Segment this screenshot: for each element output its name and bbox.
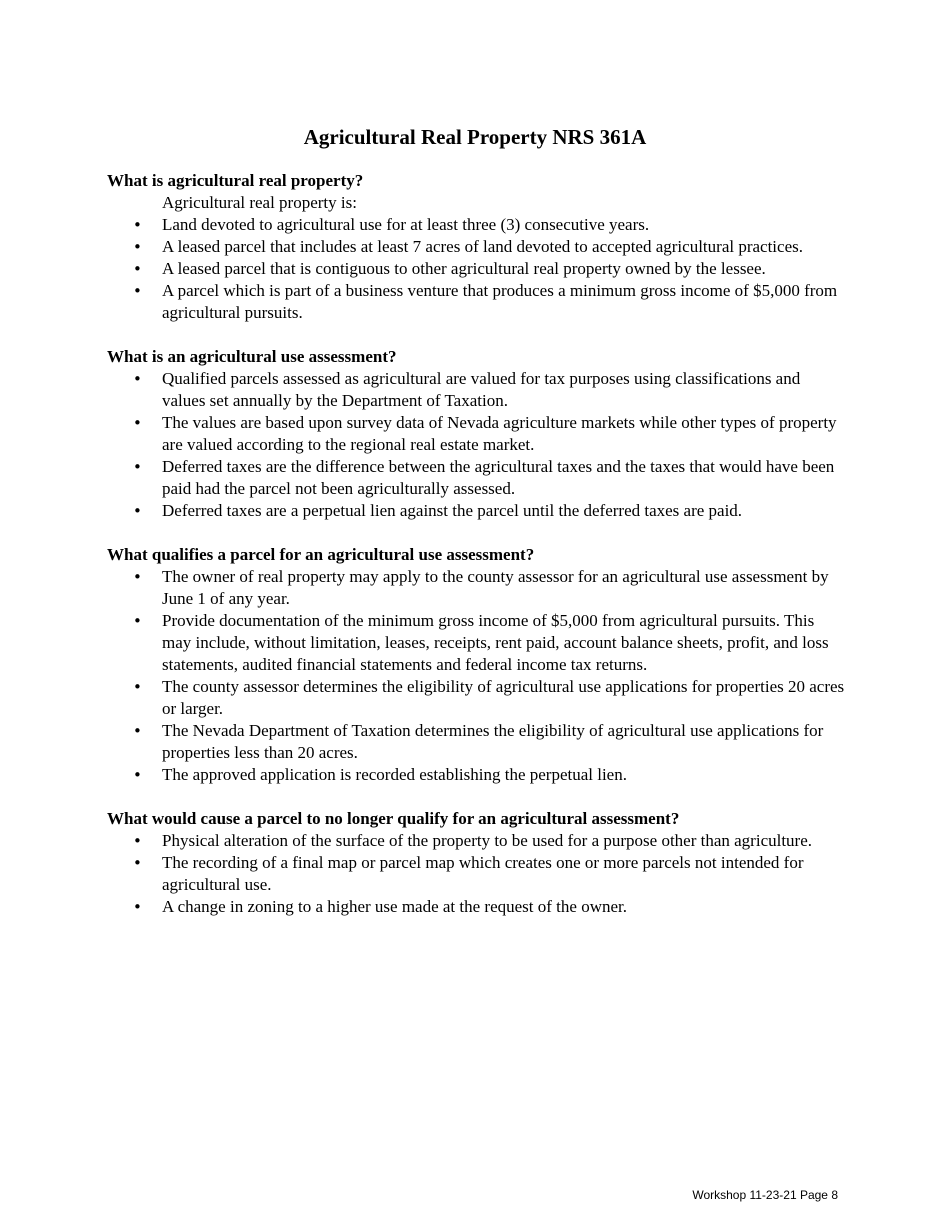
page-title: Agricultural Real Property NRS 361A [303,125,647,149]
section-agricultural-use-assessment [107,346,847,522]
section-no-longer-qualify [107,808,847,918]
bullet-list [107,566,847,786]
section-heading: What would cause a parcel to no longer qualify for an agricultural assessment? [107,809,680,828]
section-heading: What is an agricultural use assessment? [107,347,397,366]
bullet-item: • The recording of a final map or parcel map which creates one or more parcels not intended for agricultural use. [107,852,847,896]
bullet-item: • The county assessor determines the eligibility of agricultural use applications for properties 20 acres or larger. [107,676,847,720]
bullet-list [107,830,847,918]
bullet-item: • Deferred taxes are the difference between the agricultural taxes and the taxes that would have been paid had the parcel not been agriculturally assessed. [107,456,847,500]
bullet-item: • The owner of real property may apply to the county assessor for an agricultural use assessment by June 1 of any year. [107,566,847,610]
bullet-item: • The Nevada Department of Taxation determines the eligibility of agricultural use applications for properties less than 20 acres. [107,720,847,764]
bullet-item: • Provide documentation of the minimum gross income of $5,000 from agricultural pursuits. This may include, without limitation, leases, receipts, rent paid, account balance sheets, profit, and loss statements, audited financial statements and federal income tax returns. [107,610,847,676]
bullet-item: • A leased parcel that is contiguous to other agricultural real property owned by the lessee. [107,258,847,280]
bullet-list [107,368,847,522]
page-footer: Workshop 11-23-21 Page 8 [692,1188,838,1202]
bullet-item: • A leased parcel that includes at least 7 acres of land devoted to accepted agricultural practices. [107,236,847,258]
bullet-item: • A change in zoning to a higher use made at the request of the owner. [107,896,847,918]
bullet-item: • The values are based upon survey data of Nevada agriculture markets while other types of property are valued according to the regional real estate market. [107,412,847,456]
bullet-item: • The approved application is recorded establishing the perpetual lien. [107,764,847,786]
bullet-item: • Physical alteration of the surface of the property to be used for a purpose other than agriculture. [107,830,847,852]
section-qualifies-parcel [107,544,847,786]
section-heading: What is agricultural real property? [107,171,364,190]
section-what-is-agricultural-real-property [107,170,847,324]
bullet-item: • Qualified parcels assessed as agricultural are valued for tax purposes using classifications and values set annually by the Department of Taxation. [107,368,847,412]
bullet-item: • A parcel which is part of a business venture that produces a minimum gross income of $5,000 from agricultural pursuits. [107,280,847,324]
bullet-item: • Land devoted to agricultural use for at least three (3) consecutive years. [107,214,847,236]
document-body [107,170,847,918]
section-intro: Agricultural real property is: [162,193,357,212]
bullet-list [107,214,847,324]
bullet-item: • Deferred taxes are a perpetual lien against the parcel until the deferred taxes are paid. [107,500,847,522]
section-heading: What qualifies a parcel for an agricultural use assessment? [107,545,535,564]
